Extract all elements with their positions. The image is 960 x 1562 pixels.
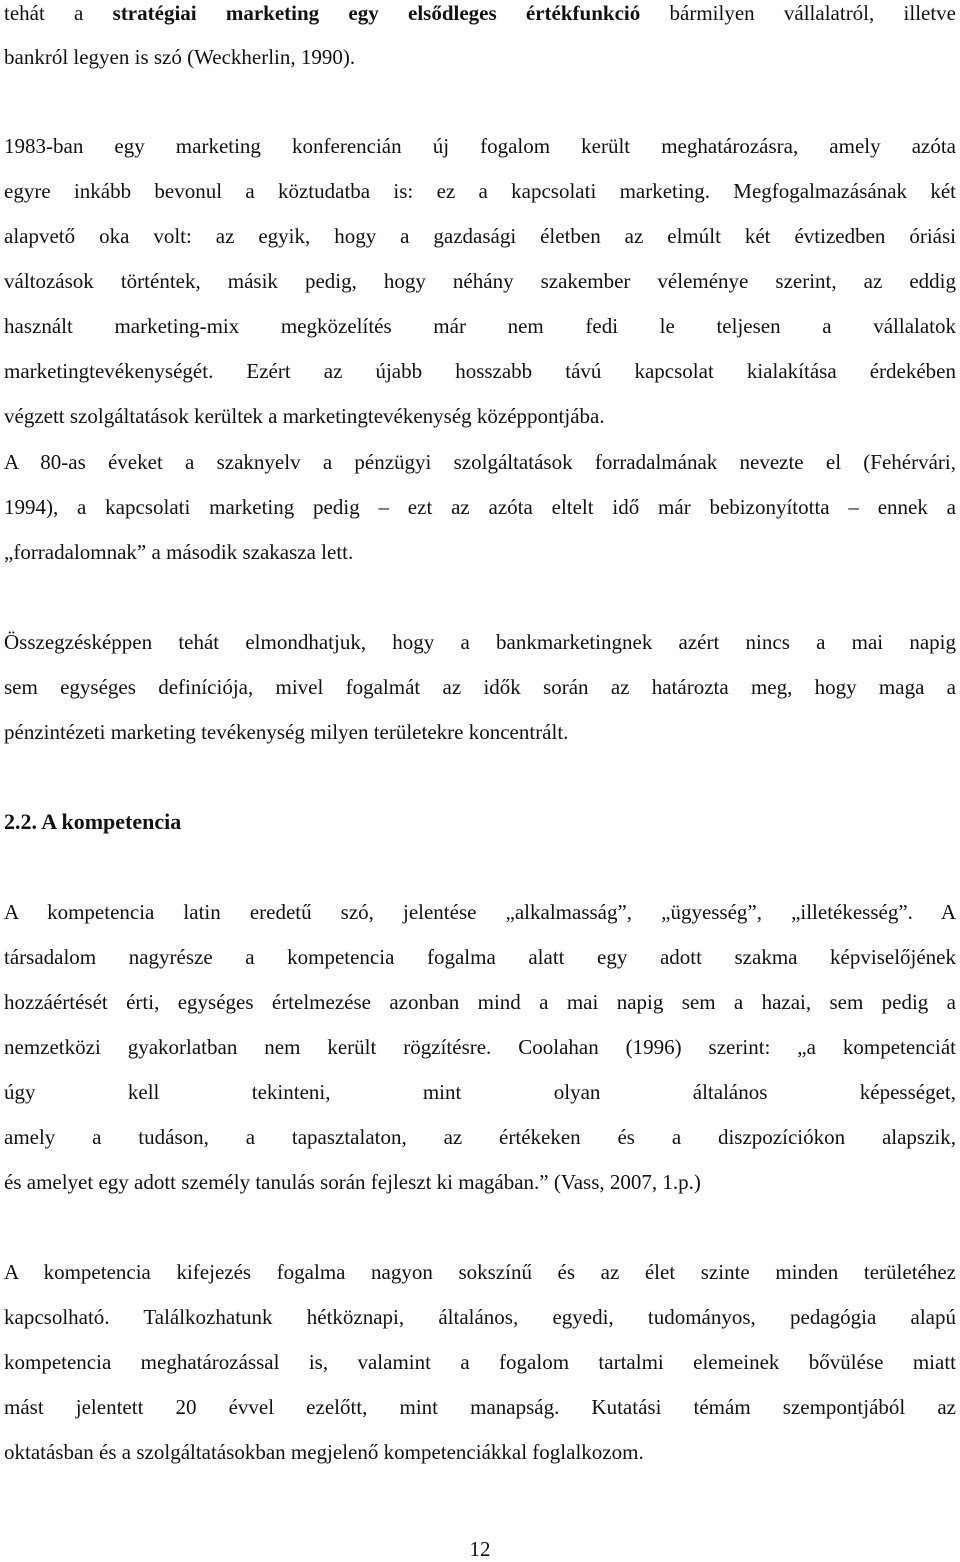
paragraph-6-line: A kompetencia kifejezés fogalma nagyon sokszínű és az élet szinte minden területéhez (4, 1260, 956, 1284)
paragraph-5-line: úgy kell tekinteni, mint olyan általános képességet, (4, 1080, 956, 1104)
paragraph-6-line: kompetencia meghatározással is, valamint a fogalom tartalmi elemeinek bővülése miatt (4, 1350, 956, 1374)
paragraph-4-line: sem egységes definíciója, mivel fogalmát az idők során az határozta meg, hogy maga a (4, 675, 956, 699)
section-heading: 2.2. A kompetencia (4, 809, 182, 834)
emphasis-strategic-marketing: stratégiai marketing egy elsődleges értékfunkció (112, 1, 641, 25)
paragraph-3-line: A 80-as éveket a szaknyelv a pénzügyi szolgáltatások forradalmának nevezte el (Fehérvári, (4, 450, 956, 474)
paragraph-6-line: mást jelentett 20 évvel ezelőtt, mint manapság. Kutatási témám szempontjából az (4, 1395, 956, 1419)
paragraph-3-line: „forradalomnak” a második szakasza lett. (4, 540, 354, 564)
paragraph-2-line: marketingtevékenységét. Ezért az újabb hosszabb távú kapcsolat kialakítása érdekében (4, 359, 956, 383)
paragraph-6-line: oktatásban és a szolgáltatásokban megjelenő kompetenciákkal foglalkozom. (4, 1440, 644, 1464)
paragraph-5-line: és amelyet egy adott személy tanulás során fejleszt ki magában.” (Vass, 2007, 1.p.) (4, 1170, 701, 1194)
paragraph-4-line: pénzintézeti marketing tevékenység milyen területekre koncentrált. (4, 720, 569, 744)
paragraph-6-line: kapcsolható. Találkozhatunk hétköznapi, általános, egyedi, tudományos, pedagógia alapú (4, 1305, 956, 1329)
paragraph-3-line: 1994), a kapcsolati marketing pedig – ezt az azóta eltelt idő már bebizonyította – ennek a (4, 495, 956, 519)
paragraph-4-line: Összegzésképpen tehát elmondhatjuk, hogy a bankmarketingnek azért nincs a mai napig (4, 630, 956, 654)
paragraph-2-line: változások történtek, másik pedig, hogy néhány szakember véleménye szerint, az eddig (4, 269, 956, 293)
paragraph-2-line: alapvető oka volt: az egyik, hogy a gazdasági életben az elmúlt két évtizedben óriási (4, 224, 956, 248)
paragraph-5-line: amely a tudáson, a tapasztalaton, az értékeken és a diszpozíciókon alapszik, (4, 1125, 956, 1149)
paragraph-2-line: használt marketing-mix megközelítés már nem fedi le teljesen a vállalatok (4, 314, 956, 338)
paragraph-2-line: 1983-ban egy marketing konferencián új fogalom került meghatározásra, amely azóta (4, 134, 956, 158)
paragraph-1-line-1: tehát a stratégiai marketing egy elsődleges értékfunkció bármilyen vállalatról, illetve (4, 1, 957, 25)
paragraph-1-line-2: bankról legyen is szó (Weckherlin, 1990). (4, 45, 356, 69)
paragraph-5-line: hozzáértését érti, egységes értelmezése azonban mind a mai napig sem a hazai, sem pedig a (4, 990, 956, 1014)
paragraph-5-line: A kompetencia latin eredetű szó, jelentése „alkalmasság”, „ügyesség”, „illetékesség”. A (4, 900, 956, 924)
paragraph-5-line: társadalom nagyrésze a kompetencia fogalma alatt egy adott szakma képviselőjének (4, 945, 956, 969)
paragraph-5-line: nemzetközi gyakorlatban nem került rögzítésre. Coolahan (1996) szerint: „a kompetenciát (4, 1035, 956, 1059)
paragraph-2-line: végzett szolgáltatások kerültek a marketingtevékenység középpontjába. (4, 404, 605, 428)
page-number: 12 (469, 1537, 491, 1561)
paragraph-2-line: egyre inkább bevonul a köztudatba is: ez a kapcsolati marketing. Megfogalmazásának két (4, 179, 956, 203)
